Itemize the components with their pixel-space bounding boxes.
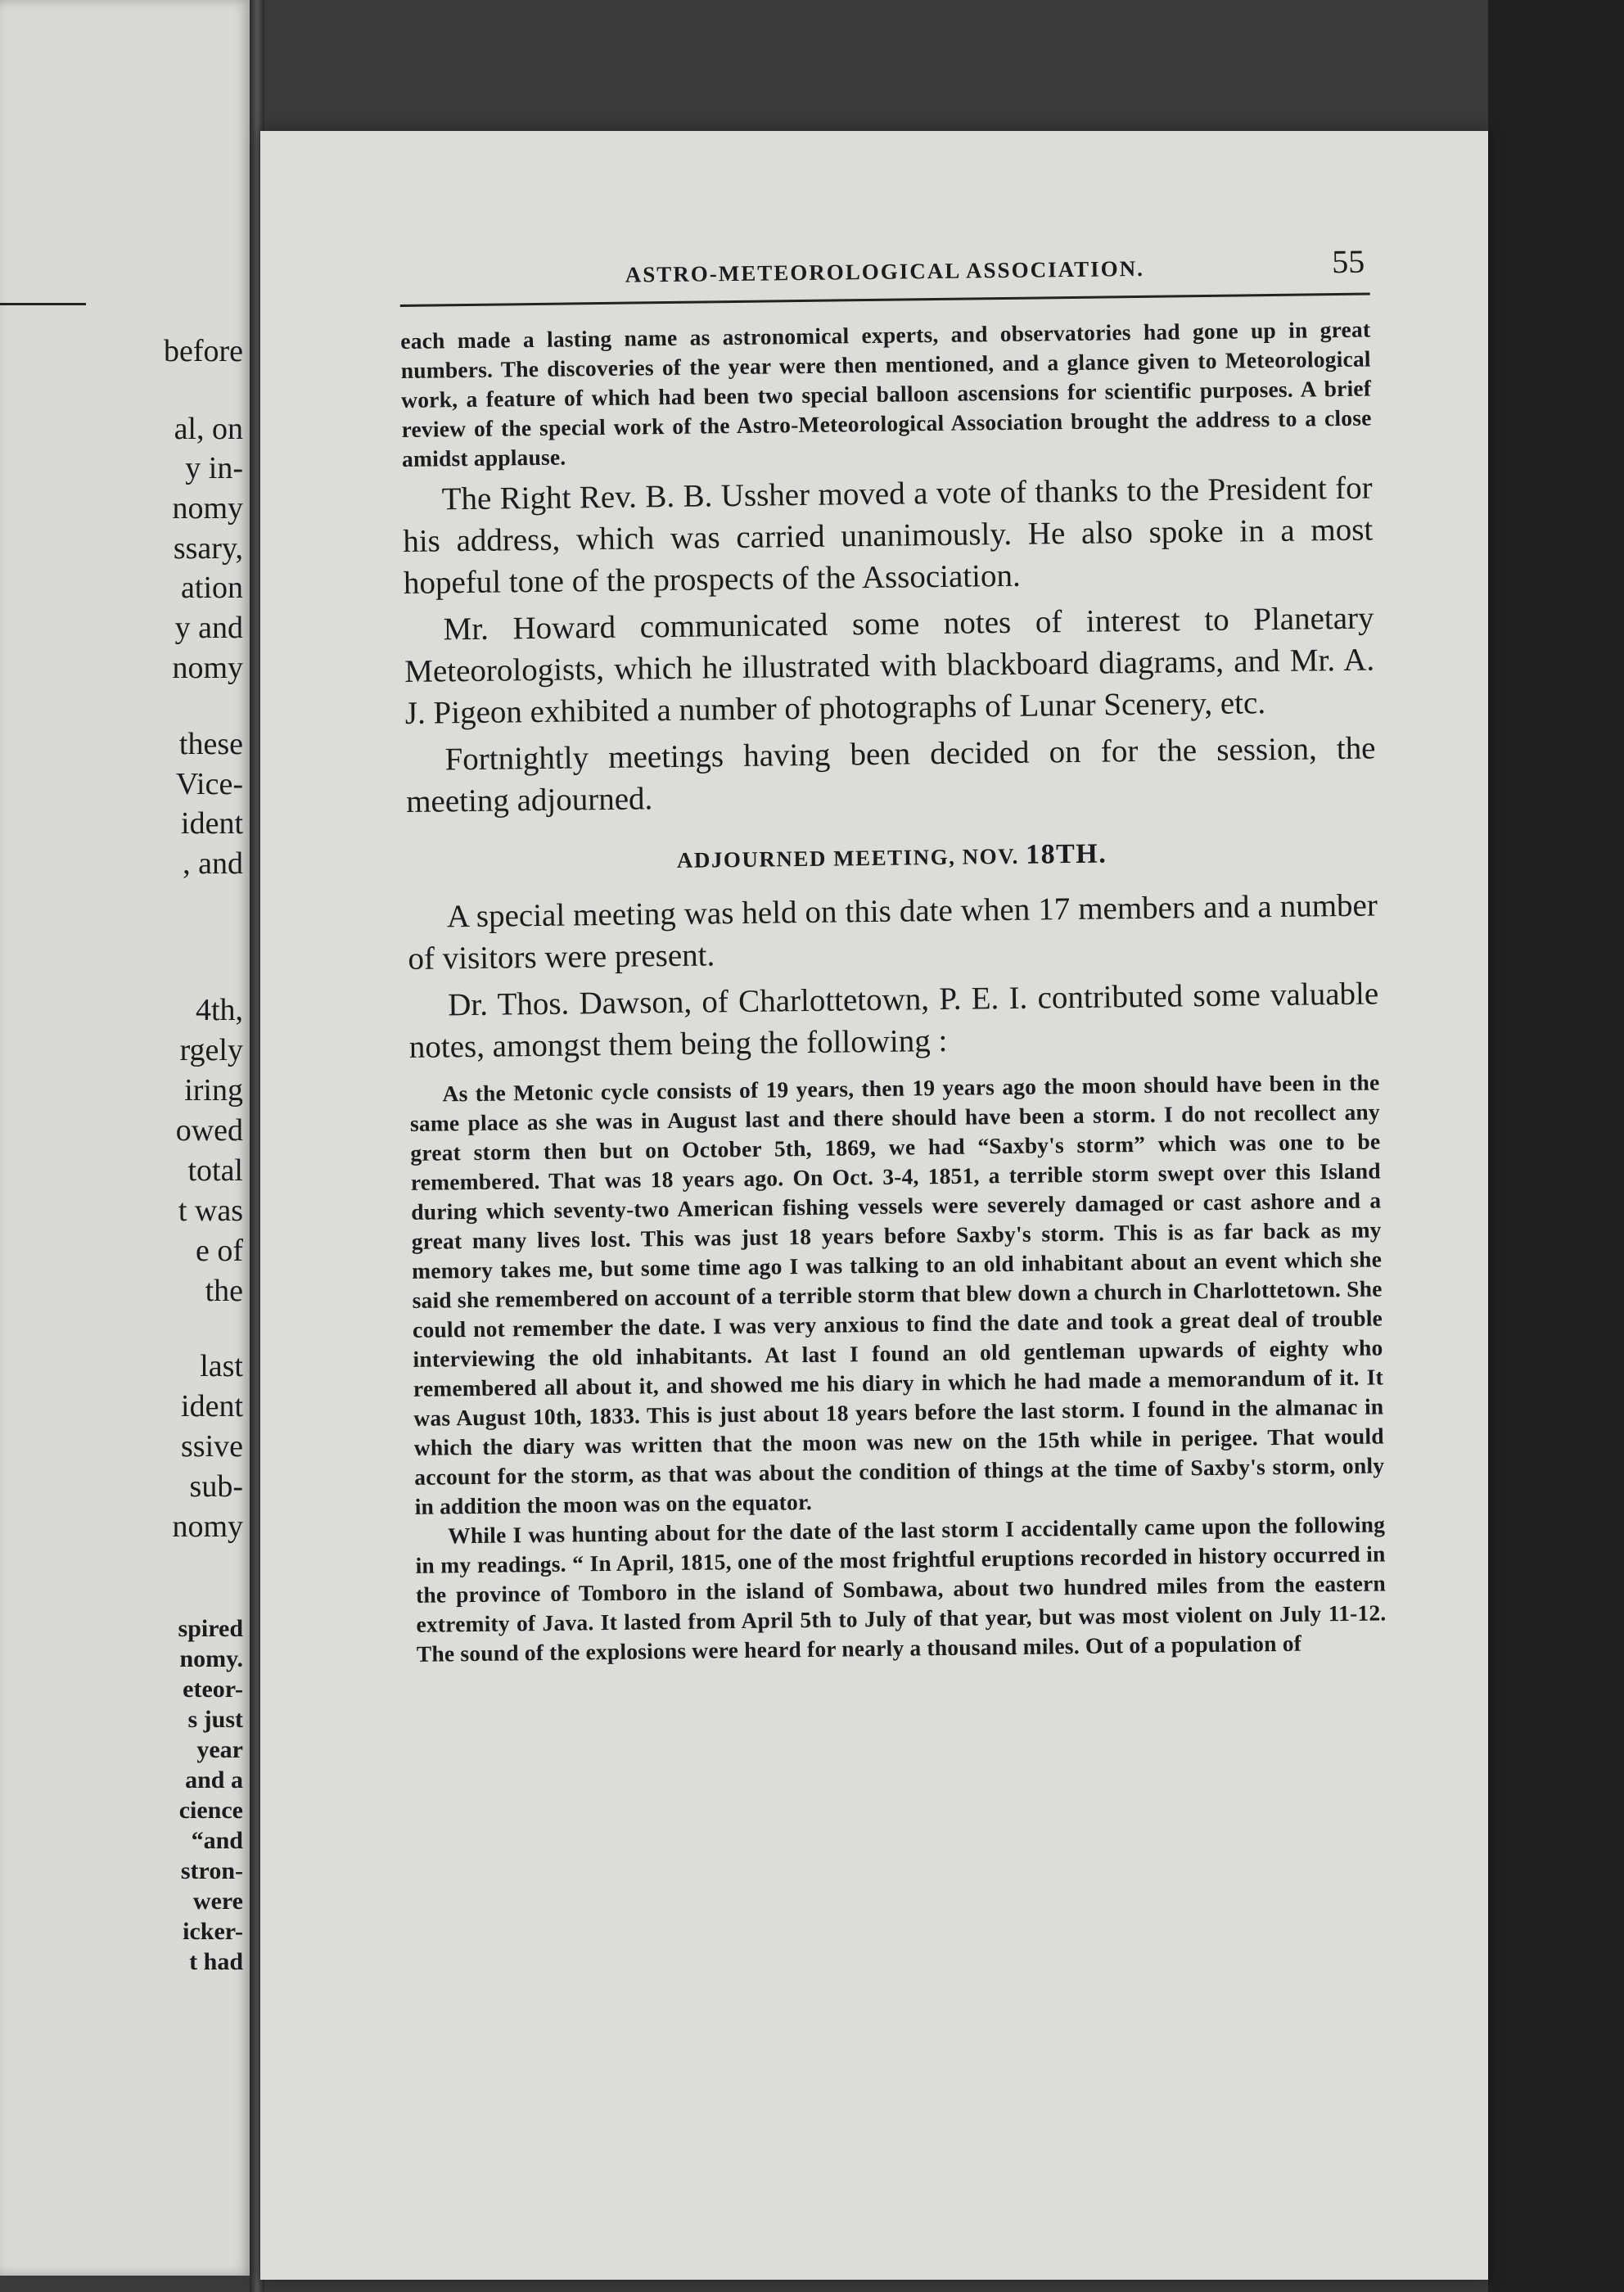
page-number: 55 (1331, 242, 1365, 281)
paragraph-vote-of-thanks: The Right Rev. B. B. Ussher moved a vote of thanks to the President for his address, which was carried unanimously. He also spoke in a most hopeful tone of the prospects of the Association. (403, 470, 1374, 601)
quote-eruption: While I was hunting about for the date of the last storm I accidentally came upon the following in my readings. “ In April, 1815, one of the most frightful eruptions recorded in history occurred in the province of Tomboro in the island of Sombawa, about two hundred miles from the eastern extremity of Java. It lasted from April 5th to July of that year, but was most violent on July 11-12. The sound of the explosions were heard for nearly a thousand miles. Out of a population of (415, 1511, 1387, 1667)
left-fragment-small: year (196, 1736, 243, 1763)
paragraph-adjourned: Fortnightly meetings having been decided on for the session, the meeting adjourned. (405, 730, 1376, 819)
left-fragment: the (205, 1274, 243, 1308)
left-fragment-small: eteor- (183, 1676, 243, 1703)
left-fragment: nomy (172, 491, 243, 526)
left-fragment-small: and a (185, 1766, 243, 1793)
left-fragment: , and (183, 846, 243, 881)
left-fragment: al, on (174, 412, 243, 446)
paragraph-address-end: each made a lasting name as astronomical experts, and observatories had gone up in great numbers. The discoveries of the year were then mentioned, and a glance given to Meteorological work, a feature of which had been two special balloon ascensions for scientific purposes. A brief review of the special work of the Astro-Meteorological Association brought the address to a close amidst applause. (400, 316, 1372, 471)
left-fragment-small: nomy. (179, 1645, 243, 1672)
left-fragment: owed (175, 1113, 243, 1148)
heading-prefix: ADJOURNED MEETING, NOV. (676, 843, 1026, 873)
paragraph-howard-notes: Mr. Howard communicated some notes of interest to Planetary Meteorologists, which he illustrated with blackboard diagrams, and Mr. A. J. Pigeon exhibited a number of photographs of Lunar Scenery, etc. (404, 600, 1375, 731)
left-fragment: t was (178, 1193, 243, 1228)
left-fragment: these (178, 727, 243, 761)
page-content (399, 242, 1387, 1669)
left-fragment: ssive (181, 1429, 243, 1464)
left-fragment: 4th, (195, 993, 243, 1027)
left-fragment-small: spired (178, 1615, 243, 1642)
left-fragment: ssary, (173, 531, 243, 566)
quote-metonic-cycle: As the Metonic cycle consists of 19 years, then 19 years ago the moon should have been in the same place as she was in August last and there should have been a storm. I do not recollect any great storm then but on October 5th, 1869, we had “Saxby's storm” which was one to be remembered. That was 18 years ago. On Oct. 3-4, 1851, a terrible storm swept over this Island during which seventy-two American fishing vessels were severely damaged or cast ashore and a great many lives lost. This was just 18 years before Saxby's storm. This is as far back as my memory takes me, but some time ago I was talking to an old inhabitant about an event which she said she remembered on account of a terrible storm that blew down a church in Charlottetown. She could not remember the date. I was very anxious to find the date and took a great deal of trouble interviewing the old inhabitants. At last I found an old gentleman upwards of eighty who remembered all about it, and showed me his diary in which he had made a memorandum of it. It was August 10th, 1833. This is just about 18 years before the last storm. I found in the almanac in which the diary was written that the moon was new on the 15th while in perigee. That would account for the storm, as that was about the condition of things at the time of Saxby's storm, only in addition the moon was on the equator. (409, 1069, 1385, 1519)
paragraph-special-meeting: A special meeting was held on this date when 17 members and a number of visitors were present. (408, 887, 1378, 977)
left-fragment-small: icker- (183, 1918, 243, 1945)
paragraph-dawson-notes: Dr. Thos. Dawson, of Charlottetown, P. E. I. contributed some valuable notes, amongst them being the following : (408, 976, 1379, 1065)
left-fragment: rgely (179, 1033, 243, 1067)
running-title: ASTRO-METEOROLOGICAL ASSOCIATION. (625, 255, 1145, 287)
left-fragment: iring (184, 1073, 243, 1108)
left-fragment: sub- (189, 1469, 243, 1504)
right-page (260, 131, 1488, 2280)
heading-date: 18TH. (1025, 838, 1107, 870)
left-page-fragments (0, 0, 243, 2276)
left-fragment: y and (174, 611, 243, 645)
left-fragment-small: t had (189, 1948, 243, 1975)
left-fragment: before (163, 334, 243, 368)
section-heading (407, 835, 1377, 878)
left-fragment: Vice- (175, 767, 243, 801)
left-fragment: ident (181, 806, 243, 841)
running-head (399, 242, 1370, 307)
left-fragment: y in- (185, 451, 243, 485)
left-fragment: nomy (172, 1509, 243, 1544)
left-fragment: ation (181, 571, 243, 605)
left-fragment-small: stron- (180, 1857, 243, 1884)
left-fragment: nomy (172, 651, 243, 685)
left-fragment-small: s just (187, 1706, 243, 1733)
left-page (0, 0, 250, 2276)
left-fragment: ident (181, 1389, 243, 1423)
left-fragment: e of (195, 1234, 243, 1268)
left-fragment-small: were (192, 1888, 243, 1915)
left-fragment: total (187, 1153, 243, 1188)
left-fragment-small: “and (191, 1827, 243, 1854)
left-fragment-small: cience (178, 1797, 243, 1824)
scan-background (1488, 0, 1624, 2292)
left-fragment: last (200, 1349, 243, 1383)
